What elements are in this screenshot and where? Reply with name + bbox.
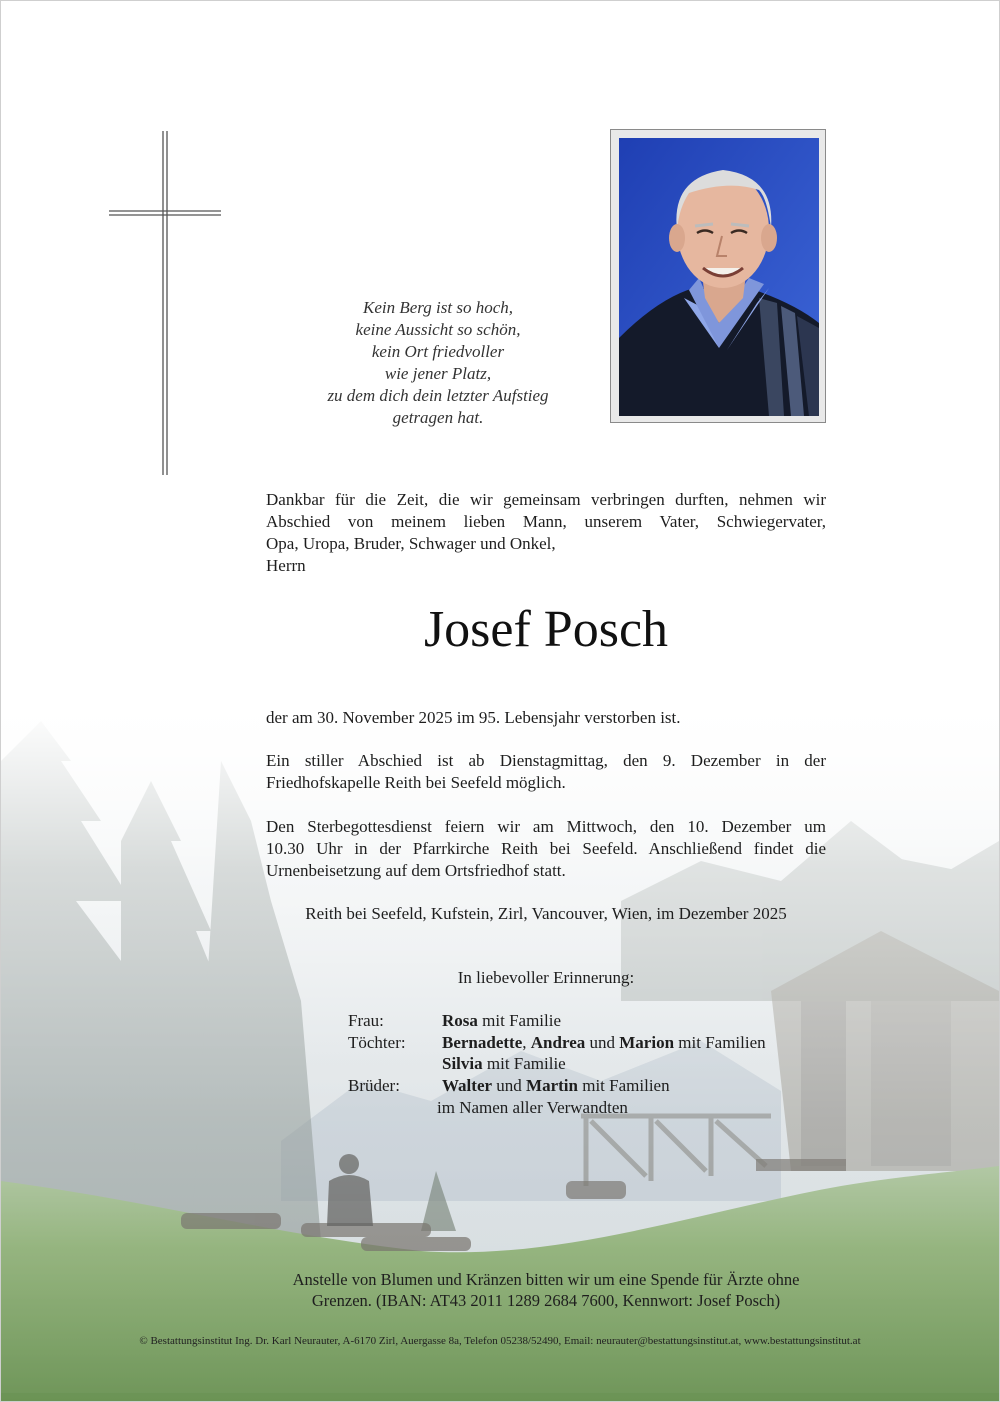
- quote-line: getragen hat.: [392, 408, 484, 427]
- quote-line: Kein Berg ist so hoch,: [363, 298, 513, 317]
- family-entry-brothers: [442, 1075, 670, 1097]
- quote-line: kein Ort friedvoller: [371, 342, 505, 361]
- intro-line: Abschied von meinem lieben Mann, unserem Vater, Schwiegervater,: [266, 512, 826, 531]
- quote-line: wie jener Platz,: [384, 364, 492, 383]
- memorial-quote: [263, 297, 613, 429]
- donation-line: Anstelle von Blumen und Kränzen bitten wir um eine Spende für Ärzte ohne: [292, 1270, 800, 1289]
- service-line: Urnenbeisetzung auf dem Ortsfriedhof statt.: [266, 861, 566, 880]
- farewell-paragraph: [266, 750, 826, 794]
- family-label-daughters: Töchter:: [348, 1033, 406, 1052]
- family-name: Marion: [619, 1033, 675, 1052]
- family-name: Bernadette: [442, 1033, 523, 1052]
- deceased-name: Josef Posch: [423, 601, 669, 658]
- service-paragraph: [266, 816, 826, 882]
- family-name: Martin: [526, 1076, 578, 1095]
- funeral-home-footer: © Bestattungsinstitut Ing. Dr. Karl Neurauter, A-6170 Zirl, Auergasse 8a, Telefon 05238/52490, Email: neurauter@bestattungsinstitut.at, www.bestattungsinstitut.at: [139, 1335, 861, 1347]
- family-name: Rosa: [442, 1011, 478, 1030]
- family-suffix: mit Familien: [678, 1033, 766, 1052]
- donation-line: Grenzen. (IBAN: AT43 2011 1289 2684 7600, Kennwort: Josef Posch): [311, 1291, 781, 1310]
- cross-icon: [1, 1, 241, 481]
- family-name: Silvia: [442, 1054, 483, 1073]
- intro-line: Herrn: [266, 556, 306, 575]
- family-entry-wife: [442, 1010, 561, 1032]
- remembrance-heading: In liebevoller Erinnerung:: [457, 968, 635, 987]
- family-suffix: mit Familien: [582, 1076, 670, 1095]
- family-relatives: im Namen aller Verwandten: [437, 1098, 628, 1117]
- family-name: Walter: [442, 1076, 493, 1095]
- intro-paragraph: [266, 489, 826, 577]
- death-text: der am 30. November 2025 im 95. Lebensjahr verstorben ist.: [266, 708, 681, 727]
- portrait-photo: [610, 129, 826, 423]
- intro-line: Dankbar für die Zeit, die wir gemeinsam verbringen durften, nehmen wir: [266, 490, 826, 509]
- family-conjunction: und: [496, 1076, 522, 1095]
- intro-line: Opa, Uropa, Bruder, Schwager und Onkel,: [266, 534, 556, 553]
- farewell-line: Friedhofskapelle Reith bei Seefeld möglich.: [266, 773, 566, 792]
- service-line: 10.30 Uhr in der Pfarrkirche Reith bei Seefeld. Anschließend findet die: [266, 839, 826, 858]
- family-label-wife: Frau:: [348, 1011, 384, 1030]
- quote-line: keine Aussicht so schön,: [355, 320, 521, 339]
- family-suffix: mit Familie: [486, 1054, 566, 1073]
- family-name: Andrea: [530, 1033, 586, 1052]
- service-line: Den Sterbegottesdienst feiern wir am Mittwoch, den 10. Dezember um: [266, 817, 826, 836]
- portrait-image: [619, 138, 819, 416]
- family-suffix: mit Familie: [482, 1011, 562, 1030]
- donation-note: [181, 1269, 911, 1311]
- family-label-brothers: Brüder:: [348, 1076, 400, 1095]
- family-entry-daughter-silvia: [442, 1053, 566, 1075]
- farewell-line: Ein stiller Abschied ist ab Dienstagmittag, den 9. Dezember in der: [266, 751, 826, 770]
- place-date: Reith bei Seefeld, Kufstein, Zirl, Vancouver, Wien, im Dezember 2025: [305, 904, 787, 923]
- family-separator: ,: [522, 1033, 527, 1052]
- family-entry-daughters: [442, 1032, 766, 1054]
- family-conjunction: und: [589, 1033, 615, 1052]
- quote-line: zu dem dich dein letzter Aufstieg: [327, 386, 549, 405]
